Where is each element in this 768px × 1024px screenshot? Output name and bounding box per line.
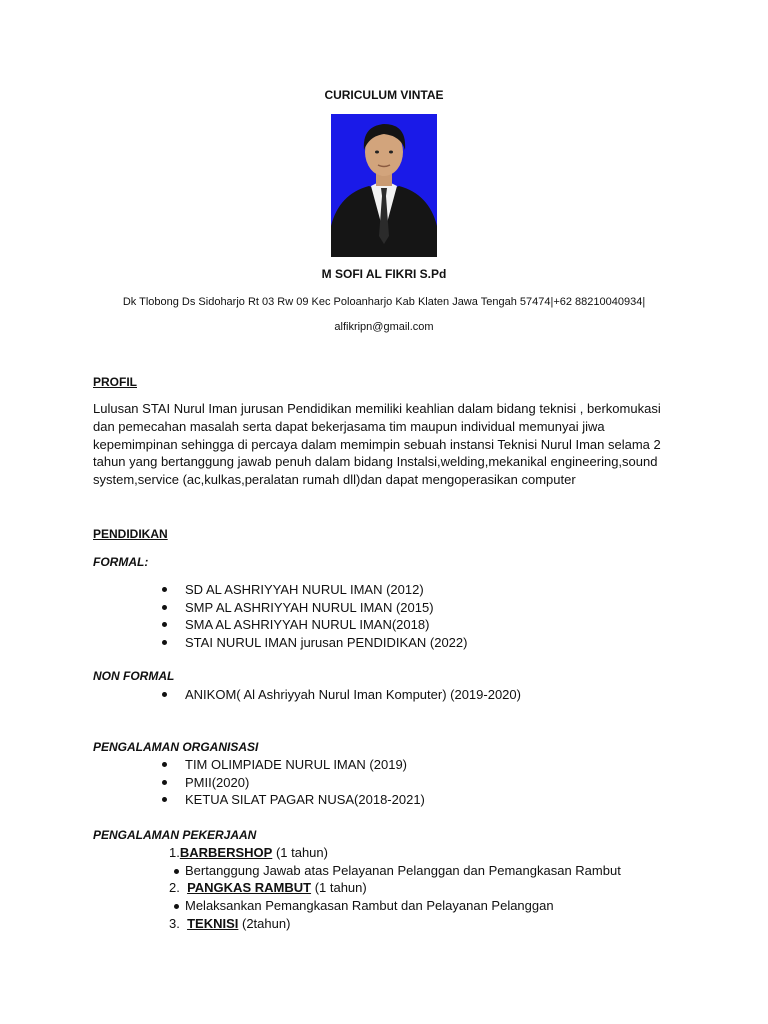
job-number: 3. — [169, 916, 180, 931]
job-2-description: Melaksankan Pemangkasan Rambut dan Pelayanan Pelanggan — [185, 898, 554, 913]
organization-heading: PENGALAMAN ORGANISASI — [93, 740, 259, 754]
address-line: Dk Tlobong Ds Sidoharjo Rt 03 Rw 09 Kec Poloanharjo Kab Klaten Jawa Tengah 57474|+62 88210040934| — [122, 296, 646, 308]
profile-line: Lulusan STAI Nurul Iman jurusan Pendidikan memiliki keahlian dalam bidang teknisi , berkomukasi — [93, 401, 661, 416]
bullet-icon — [162, 622, 167, 627]
document-title: CURICULUM VINTAE — [324, 88, 444, 102]
bullet-icon — [162, 640, 167, 645]
job-duration: (1 tahun) — [275, 845, 328, 860]
job-title: PANGKAS RAMBUT — [187, 880, 312, 895]
job-title: TEKNISI — [187, 916, 239, 931]
job-1 — [169, 845, 328, 860]
job-title: BARBERSHOP — [179, 845, 273, 860]
job-number: 1. — [169, 845, 180, 860]
job-1-description: Bertanggung Jawab atas Pelayanan Pelanggan dan Pemangkasan Rambut — [185, 863, 621, 878]
bullet-icon — [174, 869, 179, 874]
formal-label: FORMAL: — [93, 555, 149, 569]
work-heading: PENGALAMAN PEKERJAAN — [93, 828, 257, 842]
job-duration: (2tahun) — [242, 916, 291, 931]
profile-paragraph — [93, 400, 673, 489]
job-2 — [169, 880, 367, 895]
bullet-icon — [162, 587, 167, 592]
bullet-icon — [162, 605, 167, 610]
job-number: 2. — [169, 880, 180, 895]
bullet-icon — [162, 797, 167, 802]
cv-page: CURICULUM VINTAE M SOFI AL FIKRI S.Pd Dk Tlobong Ds Sidoharjo Rt 03 Rw 09 Kec Poloanharjo Kab Klaten Jawa Tengah 57474|+62 88210040934| alfikripn@gmail.com PROFIL Lulusan STAI Nurul Iman jurusan Pendidikan memiliki keahlian dalam bidang teknisi , berkomukasi dan pemecahan masalah serta dapat bekerjasama tim maupun individual memunyai jiwa kepemimpinan sehingga di percaya dalam memimpin sebuah instansi Teknisi Nurul Iman selama 2 tahun yang bertanggung jawab penuh dalam bidang Instalsi,welding,mekanikal engineering,sound system,service (ac,kulkas,peralatan rumah dll)dan dapat mengoperasikan computer PENDIDIKAN FORMAL: SD AL ASHRIYYAH NURUL IMAN (2012) SMP AL ASHRIYYAH NURUL IMAN (2015) SMA AL ASHRIYYAH NURUL IMAN(2018) STAI NURUL IMAN jurusan PENDIDIKAN (2022) NON FORMAL ANIKOM( Al Ashriyyah Nurul Iman Komputer) (2019-2020) PENGALAMAN ORGANISASI TIM OLIMPIADE NURUL IMAN (2019) PMII(2020) KETUA SILAT PAGAR NUSA(2018-2021) PENGALAMAN PEKERJAAN 1.BARBERSHOP (1 tahun) Bertanggung Jawab atas Pelayanan Pelanggan dan Pemangkasan Rambut 2. PANGKAS RAMBUT (1 tahun) Melaksankan Pemangkasan Rambut dan Pelayanan Pelanggan 3. TEKNISI (2tahun) — [0, 0, 768, 1024]
bullet-icon — [162, 780, 167, 785]
profile-heading: PROFIL — [93, 375, 137, 389]
bullet-icon — [162, 692, 167, 697]
education-heading: PENDIDIKAN — [93, 527, 168, 541]
profile-line: system,service (ac,kulkas,peralatan rumah dll)dan dapat mengoperasikan computer — [93, 472, 576, 488]
nonformal-label: NON FORMAL — [93, 669, 175, 683]
profile-line: kepemimpinan sehingga di percaya dalam memimpin sebuah instansi Teknisi Nurul Iman selama 2 — [93, 436, 661, 452]
job-duration: (1 tahun) — [314, 880, 367, 895]
job-3 — [169, 916, 290, 931]
profile-line: tahun yang bertanggung jawab penuh dalam bidang Instalsi,welding,mekanikal engineering,sound — [93, 454, 658, 470]
profile-photo — [331, 114, 437, 257]
email-address[interactable]: alfikripn@gmail.com — [334, 321, 434, 333]
bullet-icon — [174, 904, 179, 909]
bullet-icon — [162, 762, 167, 767]
person-name: M SOFI AL FIKRI S.Pd — [321, 267, 447, 281]
person-portrait-icon — [331, 114, 437, 257]
profile-line: dan pemecahan masalah serta dapat bekerjasama tim maupun individual memunyai jiwa — [93, 418, 605, 434]
